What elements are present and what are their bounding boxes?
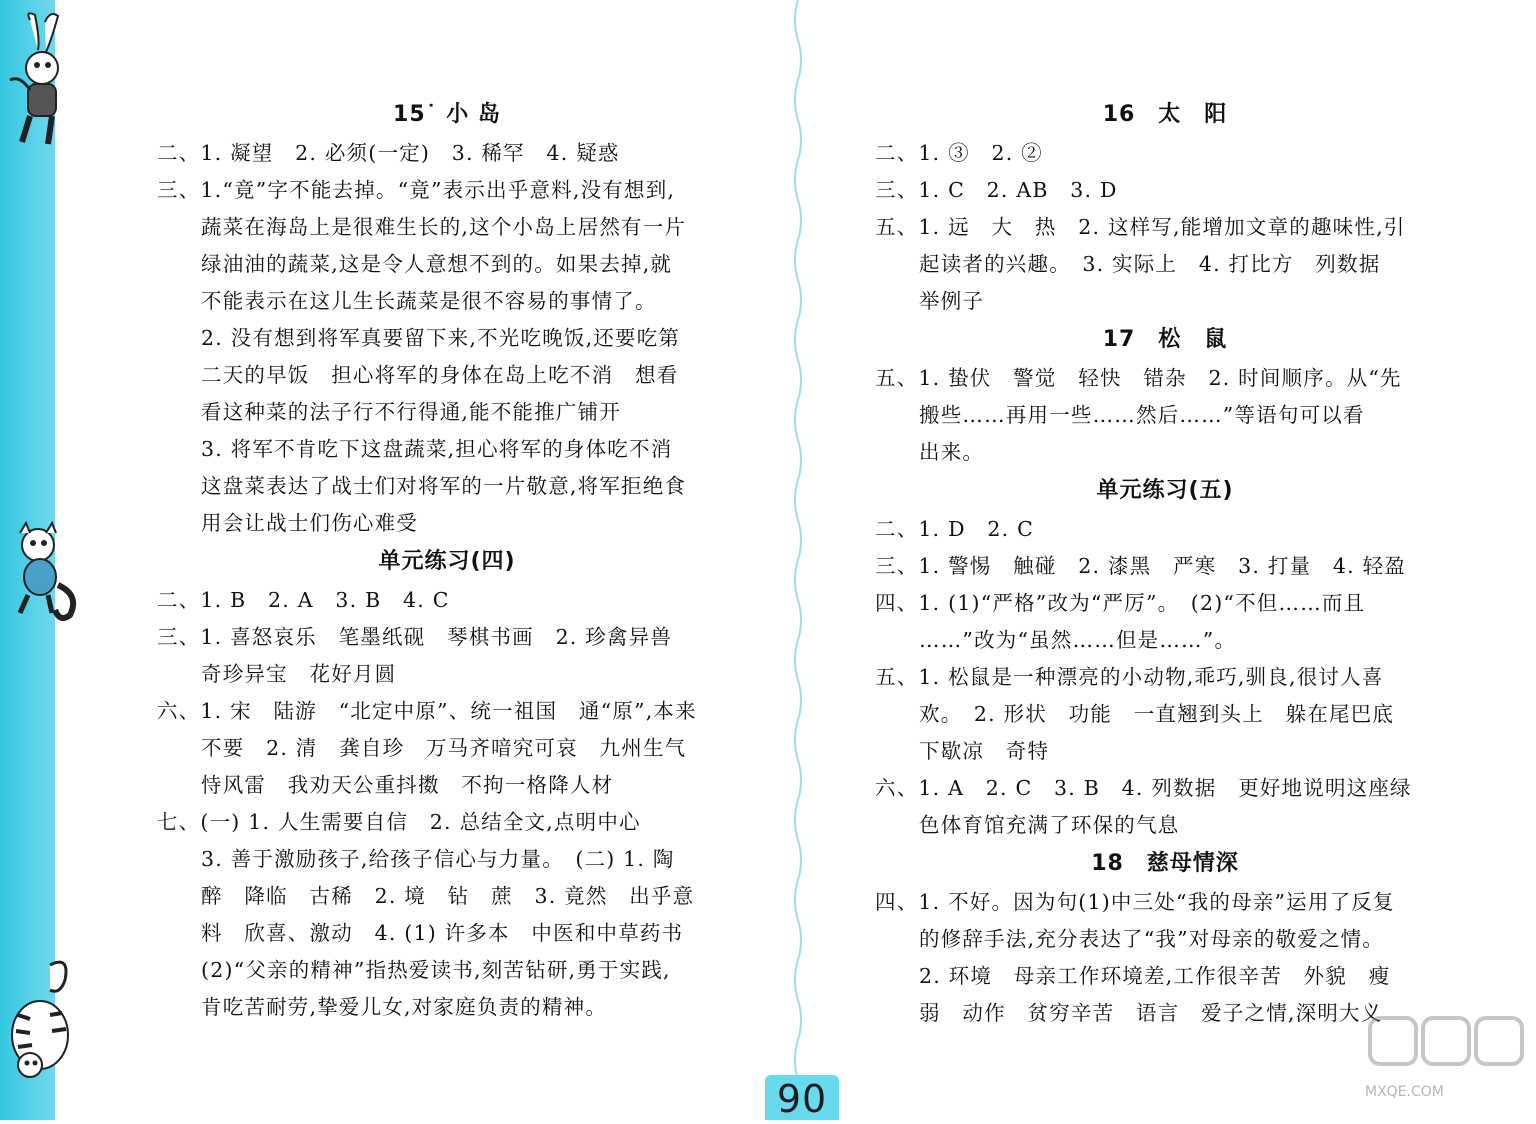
answer-line: 四、1. 不好。因为句(1)中三处“我的母亲”运用了反复 — [875, 890, 1395, 914]
left-column — [157, 95, 737, 1026]
answer-line: 四、1. (1)“严格”改为“严厉”。 (2)“不但……而且 — [875, 591, 1366, 615]
rabbit-cartoon-icon — [0, 10, 85, 150]
page-number: 90 — [765, 1075, 839, 1120]
section-16-sun — [875, 95, 1455, 320]
answer-line: 举例子 — [919, 289, 985, 313]
page-spine-divider — [790, 0, 806, 1120]
section-title: 18 慈母情深 — [1091, 851, 1239, 876]
answer-line: 这盘菜表达了战士们对将军的一片敬意,将军拒绝食 — [201, 474, 687, 498]
section-title: 单元练习(四) — [378, 549, 516, 574]
answer-line: 三、1. C 2. AB 3. D — [875, 178, 1118, 202]
answer-line: 弱 动作 贫穷辛苦 语言 爱子之情,深明大义 — [919, 1001, 1383, 1025]
answer-line: 蔬菜在海岛上是很难生长的,这个小岛上居然有一片 — [201, 215, 687, 239]
answer-line: 绿油油的蔬菜,这是令人意想不到的。如果去掉,就 — [201, 252, 673, 276]
section-unit-practice-5 — [875, 471, 1455, 844]
answer-line: 二、1. D 2. C — [875, 517, 1034, 541]
answer-line: 五、1. 蛰伏 警觉 轻快 错杂 2. 时间顺序。从“先 — [875, 366, 1402, 390]
answer-line: 二、1. B 2. A 3. B 4. C — [157, 588, 450, 612]
section-title: 15˙ 小 岛 — [393, 102, 501, 127]
answer-line: 七、(一) 1. 人生需要自信 2. 总结全文,点明中心 — [157, 810, 641, 834]
watermark-text: MXQE.COM — [1365, 1084, 1444, 1100]
answer-line: 搬些……再用一些……然后……”等语句可以看 — [919, 403, 1365, 427]
answer-line: 醉 降临 古稀 2. 境 钻 蔗 3. 竟然 出乎意 — [201, 884, 695, 908]
answer-line: 三、1. 喜怒哀乐 笔墨纸砚 琴棋书画 2. 珍禽异兽 — [157, 625, 673, 649]
section-17-squirrel — [875, 320, 1455, 471]
answer-line: 3. 善于激励孩子,给孩子信心与力量。 (二) 1. 陶 — [201, 847, 675, 871]
answer-line: 五、1. 松鼠是一种漂亮的小动物,乖巧,驯良,很讨人喜 — [875, 665, 1384, 689]
answer-line: 三、1.“竟”字不能去掉。“竟”表示出乎意料,没有想到, — [157, 178, 676, 202]
answer-line: 不要 2. 清 龚自珍 万马齐喑究可哀 九州生气 — [201, 736, 687, 760]
answer-line: 色体育馆充满了环保的气息 — [919, 813, 1180, 837]
answer-line: 下歇凉 奇特 — [919, 739, 1050, 763]
answer-line: ……”改为“虽然……但是……”。 — [919, 628, 1237, 652]
answer-line: 六、1. A 2. C 3. B 4. 列数据 更好地说明这座绿 — [875, 776, 1412, 800]
answer-line: 起读者的兴趣。 3. 实际上 4. 打比方 列数据 — [919, 252, 1381, 276]
answer-line: 二天的早饭 担心将军的身体在岛上吃不消 想看 — [201, 363, 679, 387]
answer-line: 三、1. 警惕 触碰 2. 漆黑 严寒 3. 打量 4. 轻盈 — [875, 554, 1407, 578]
section-title: 16 太 阳 — [1102, 102, 1228, 127]
answer-line: 二、1. 凝望 2. 必须(一定) 3. 稀罕 4. 疑惑 — [157, 141, 620, 165]
section-title: 17 松 鼠 — [1102, 327, 1228, 352]
answer-line: (2)“父亲的精神”指热爱读书,刻苦钻研,勇于实践, — [201, 958, 671, 982]
answer-line: 出来。 — [919, 440, 985, 464]
answer-line: 看这种菜的法子行不行得通,能不能推广铺开 — [201, 400, 622, 424]
answer-line: 五、1. 远 大 热 2. 这样写,能增加文章的趣味性,引 — [875, 215, 1406, 239]
answer-line: 2. 环境 母亲工作环境差,工作很辛苦 外貌 瘦 — [919, 964, 1391, 988]
answer-line: 奇珍异宝 花好月圆 — [201, 662, 397, 686]
section-15-small-island — [157, 95, 737, 542]
answer-line: 3. 将军不肯吃下这盘蔬菜,担心将军的身体吃不消 — [201, 437, 673, 461]
answer-line: 恃风雷 我劝天公重抖擞 不拘一格降人材 — [201, 773, 614, 797]
tiger-cartoon-icon — [0, 955, 85, 1095]
answer-line: 不能表示在这儿生长蔬菜是很不容易的事情了。 — [201, 289, 657, 313]
answer-line: 肯吃苦耐劳,挚爱儿女,对家庭负责的精神。 — [201, 995, 608, 1019]
section-unit-practice-4 — [157, 542, 737, 1026]
section-title: 单元练习(五) — [1096, 478, 1234, 503]
answer-line: 六、1. 宋 陆游 “北定中原”、统一祖国 通“原”,本来 — [157, 699, 697, 723]
answer-line: 用会让战士们伤心难受 — [201, 511, 418, 535]
answer-line: 二、1. ③ 2. ② — [875, 141, 1043, 165]
answer-line: 2. 没有想到将军真要留下来,不光吃晚饭,还要吃第 — [201, 326, 681, 350]
answer-line: 欢。 2. 形状 功能 一直翘到头上 躲在尾巴底 — [919, 702, 1395, 726]
answer-line: 料 欣喜、激动 4. (1) 许多本 中医和中草药书 — [201, 921, 684, 945]
section-18-deep-mother-love — [875, 844, 1455, 1032]
watermark-logo — [1365, 1010, 1530, 1110]
raccoon-cartoon-icon — [0, 515, 85, 625]
answer-line: 的修辞手法,充分表达了“我”对母亲的敬爱之情。 — [919, 927, 1385, 951]
right-column — [875, 95, 1455, 1032]
